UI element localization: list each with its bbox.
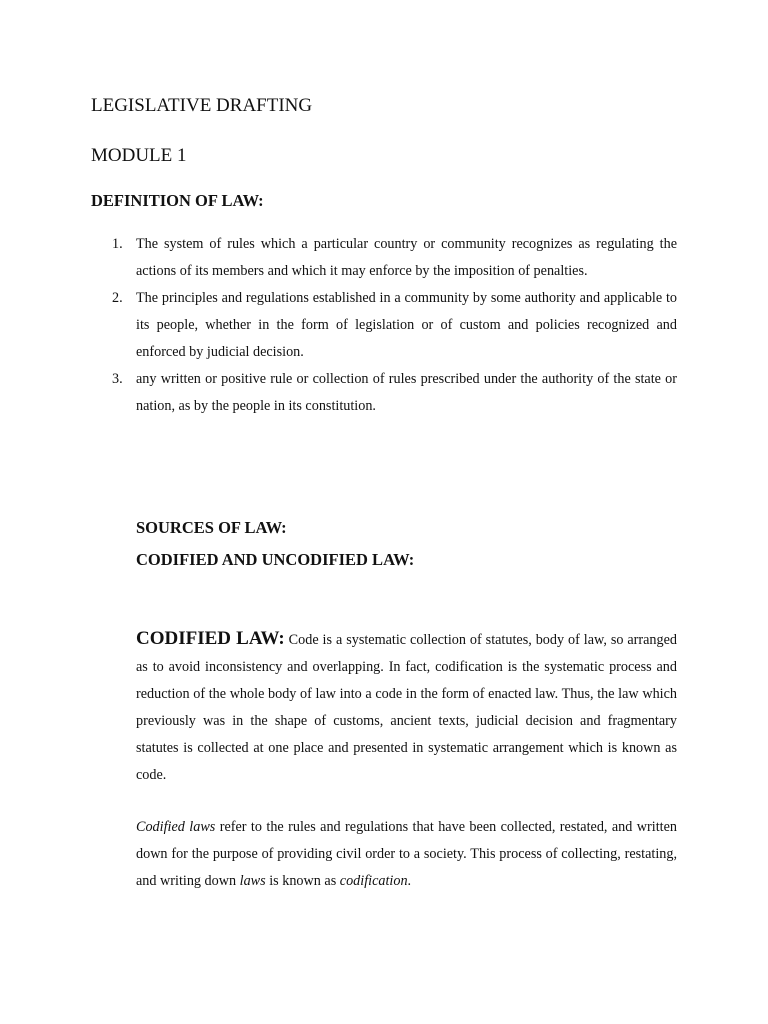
codified-uncodified-heading: CODIFIED AND UNCODIFIED LAW: [136,550,415,569]
list-item [112,366,677,420]
codified-laws-text-2: is known as [265,873,340,890]
codification-term: codification [339,873,408,890]
codified-laws-text-3: . [407,873,412,890]
module-title: MODULE 1 [91,145,187,166]
codified-law-lead: CODIFIED LAW: [136,628,285,650]
laws-term: laws [239,873,266,890]
document-title: LEGISLATIVE DRAFTING [91,95,313,116]
list-item-number: 1. [112,236,123,252]
definition-heading: DEFINITION OF LAW: [91,191,264,210]
list-item-number: 2. [112,290,123,306]
list-item-number: 3. [112,371,123,387]
list-item [112,231,677,285]
list-item-text: The principles and regulations established in a community by some authority and applicable to its people, whether in the form of legislation or of custom and policies recognized and enforced by judicial decision. [136,290,677,360]
sources-heading: SOURCES OF LAW: [136,518,287,537]
definition-list [112,231,677,420]
codified-law-paragraph [136,625,677,789]
list-item-text: any written or positive rule or collection of rules prescribed under the authority of the state or nation, as by the people in its constitution. [136,371,677,414]
list-item-text: The system of rules which a particular country or community recognizes as regulating the actions of its members and which it may enforce by the imposition of penalties. [136,236,677,279]
codified-laws-text-1: refer to the rules and regulations that have been collected, restated, and written down for the purpose of providing civil order to a society. This process of collecting, restating, and writing down [136,819,677,890]
codified-laws-term: Codified laws [136,819,216,836]
codified-laws-paragraph [136,814,677,895]
list-item [112,285,677,366]
codified-law-text: Code is a systematic collection of statutes, body of law, so arranged as to avoid inconsistency and overlapping. In fact, codification is the systematic process and reduction of the whole body of law into a code in the form of enacted law. Thus, the law which previously was in the shape of customs, ancient texts, judicial decision and fragmentary statutes is collected at one place and presented in systematic arrangement which is known as code. [136,632,678,784]
